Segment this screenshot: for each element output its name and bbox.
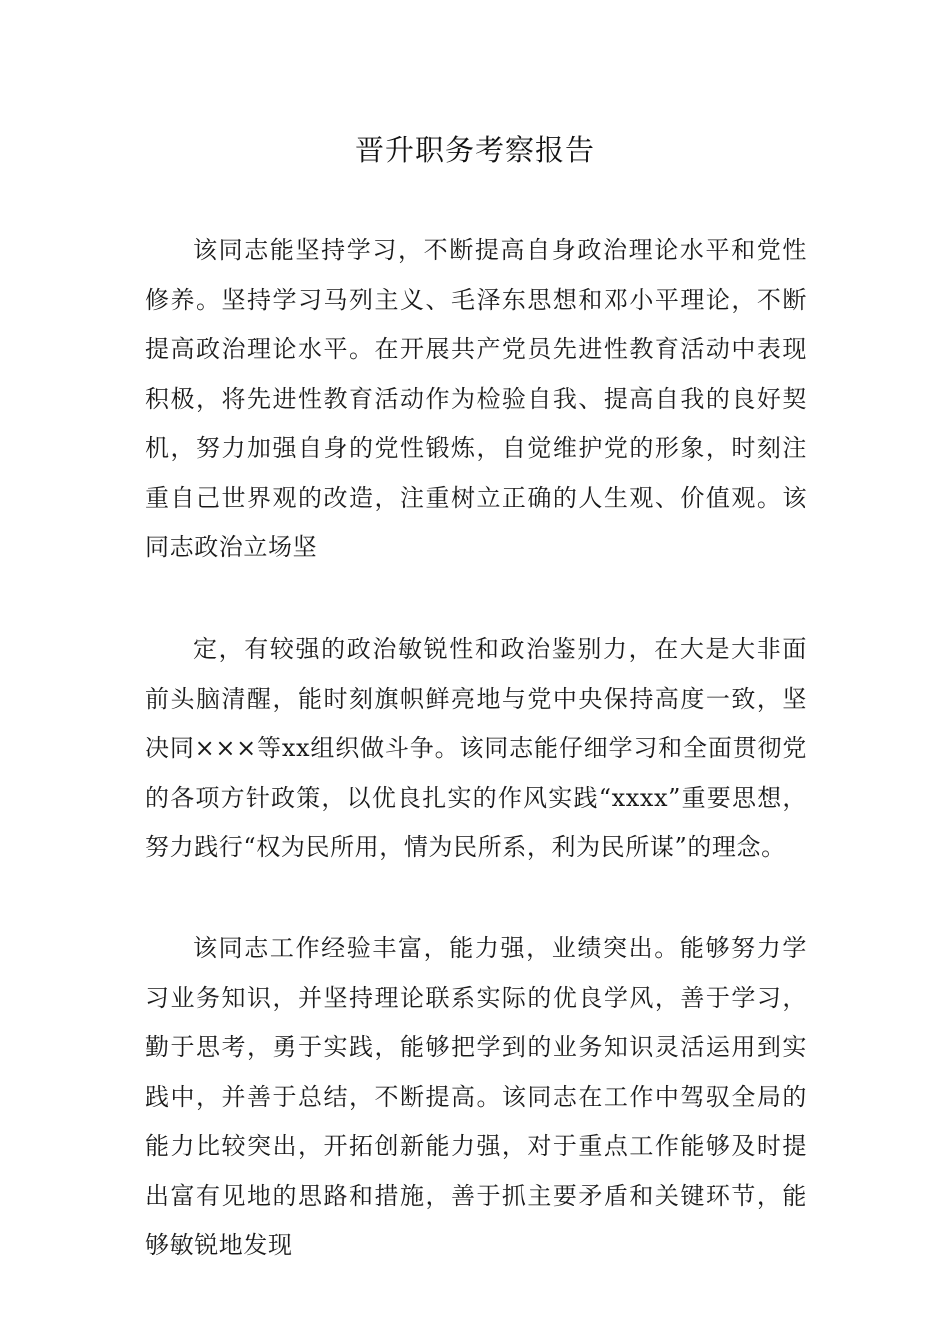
- paragraph-1: 该同志能坚持学习，不断提高自身政治理论水平和党性修养。坚持学习马列主义、毛泽东思想和邓小平理论，不断提高政治理论水平。在开展共产党员先进性教育活动中表现积极，将先进性教育活动作为检验自我、提高自我的良好契机，努力加强自身的党性锻炼，自觉维护党的形象，时刻注重自己世界观的改造，注重树立正确的人生观、价值观。该同志政治立场坚: [145, 236, 807, 561]
- paragraph-3: 该同志工作经验丰富，能力强，业绩突出。能够努力学习业务知识，并坚持理论联系实际的优良学风，善于学习，勤于思考，勇于实践，能够把学到的业务知识灵活运用到实践中，并善于总结，不断提高。该同志在工作中驾驭全局的能力比较突出，开拓创新能力强，对于重点工作能够及时提出富有见地的思路和措施，善于抓主要矛盾和关键环节，能够敏锐地发现: [145, 934, 807, 1259]
- paragraph-2: 定，有较强的政治敏锐性和政治鉴别力，在大是大非面前头脑清醒，能时刻旗帜鲜亮地与党中央保持高度一致，坚决同×××等xx组织做斗争。该同志能仔细学习和全面贯彻党的各项方针政策，以优良扎实的作风实践“xxxx”重要思想，努力践行“权为民所用，情为民所系，利为民所谋”的理念。: [145, 635, 807, 861]
- document-title: 晋升职务考察报告: [354, 133, 595, 167]
